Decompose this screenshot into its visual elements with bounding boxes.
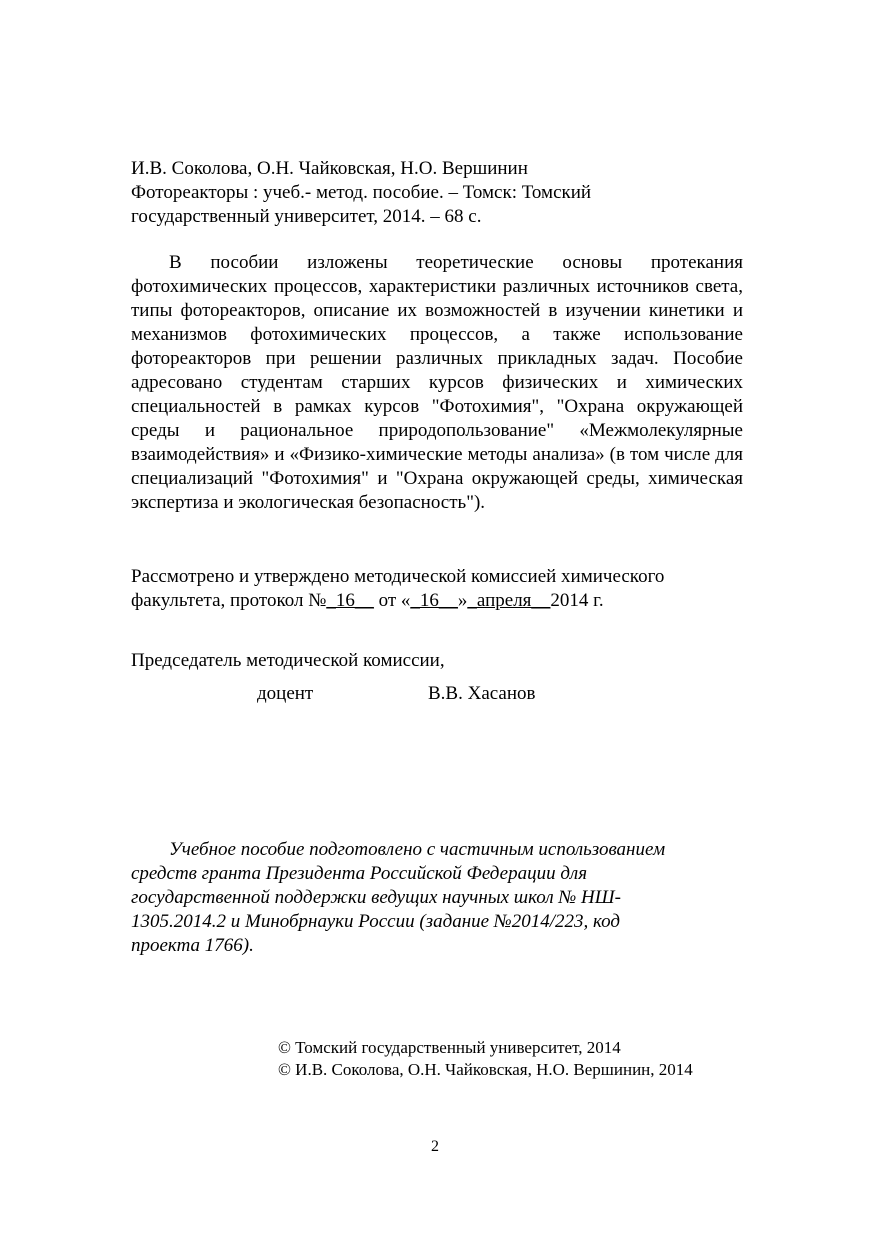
approval-day: _16__ <box>410 590 458 611</box>
page-number <box>0 1137 876 1157</box>
approval-note <box>131 565 791 613</box>
approval-line-1: Рассмотрено и утверждено методической комиссией химического <box>131 566 665 587</box>
chair-name: В.В. Хасанов <box>428 683 536 704</box>
quote-close: » <box>457 590 468 611</box>
grant-line-1: Учебное пособие подготовлено с частичным использованием <box>169 839 666 860</box>
date-from: от « <box>373 590 411 611</box>
grant-line-2: средств гранта Президента Российской Федерации для <box>131 863 588 884</box>
copyright-line-2: © И.В. Соколова, О.Н. Чайковская, Н.О. Вершинин, 2014 <box>278 1060 693 1079</box>
grant-note <box>131 838 731 958</box>
approval-line-2 <box>131 589 791 613</box>
approval-year: 2014 г. <box>550 590 604 611</box>
copyright-line-1: © Томский государственный университет, 2014 <box>278 1038 621 1057</box>
chair-title: Председатель методической комиссии, <box>131 650 445 671</box>
copyright-block <box>278 1037 693 1081</box>
approval-prefix: факультета, протокол № <box>131 590 327 611</box>
protocol-number: _16__ <box>326 590 374 611</box>
authors-line: И.В. Соколова, О.Н. Чайковская, Н.О. Вершинин <box>131 158 528 179</box>
grant-line-5: проекта 1766). <box>131 935 254 956</box>
abstract-paragraph: В пособии изложены теоретические основы протекания фотохимических процессов, характеристики различных источников света, типы фотореакторов, описание их возможностей в изучении кинетики и механизмов фотохимических процессов, а также использование фотореакторов при решении различных прикладных задач. Пособие адресовано студентам старших курсов физических и химических специальностей в рамках курсов "Фотохимия", "Охрана окружающей среды и рациональное природопользование" «Межмолекулярные взаимодействия» и «Физико-химические методы анализа» (в том числе для специализаций "Фотохимия" и "Охрана окружающей среды, химическая экспертиза и экологическая безопасность"). <box>131 252 743 513</box>
approval-month: _апреля__ <box>467 590 551 611</box>
grant-line-3: государственной поддержки ведущих научных школ № НШ- <box>131 887 621 908</box>
page-number-value: 2 <box>431 1138 439 1155</box>
title-line: Фотореакторы : учеб.- метод. пособие. – Томск: Томский <box>131 182 592 203</box>
grant-line-4: 1305.2014.2 и Минобрнауки России (задание №2014/223, код <box>131 911 621 932</box>
chair-position: доцент <box>257 683 314 704</box>
publisher-line: государственный университет, 2014. – 68 с. <box>131 206 482 227</box>
bibliographic-record <box>131 157 751 229</box>
